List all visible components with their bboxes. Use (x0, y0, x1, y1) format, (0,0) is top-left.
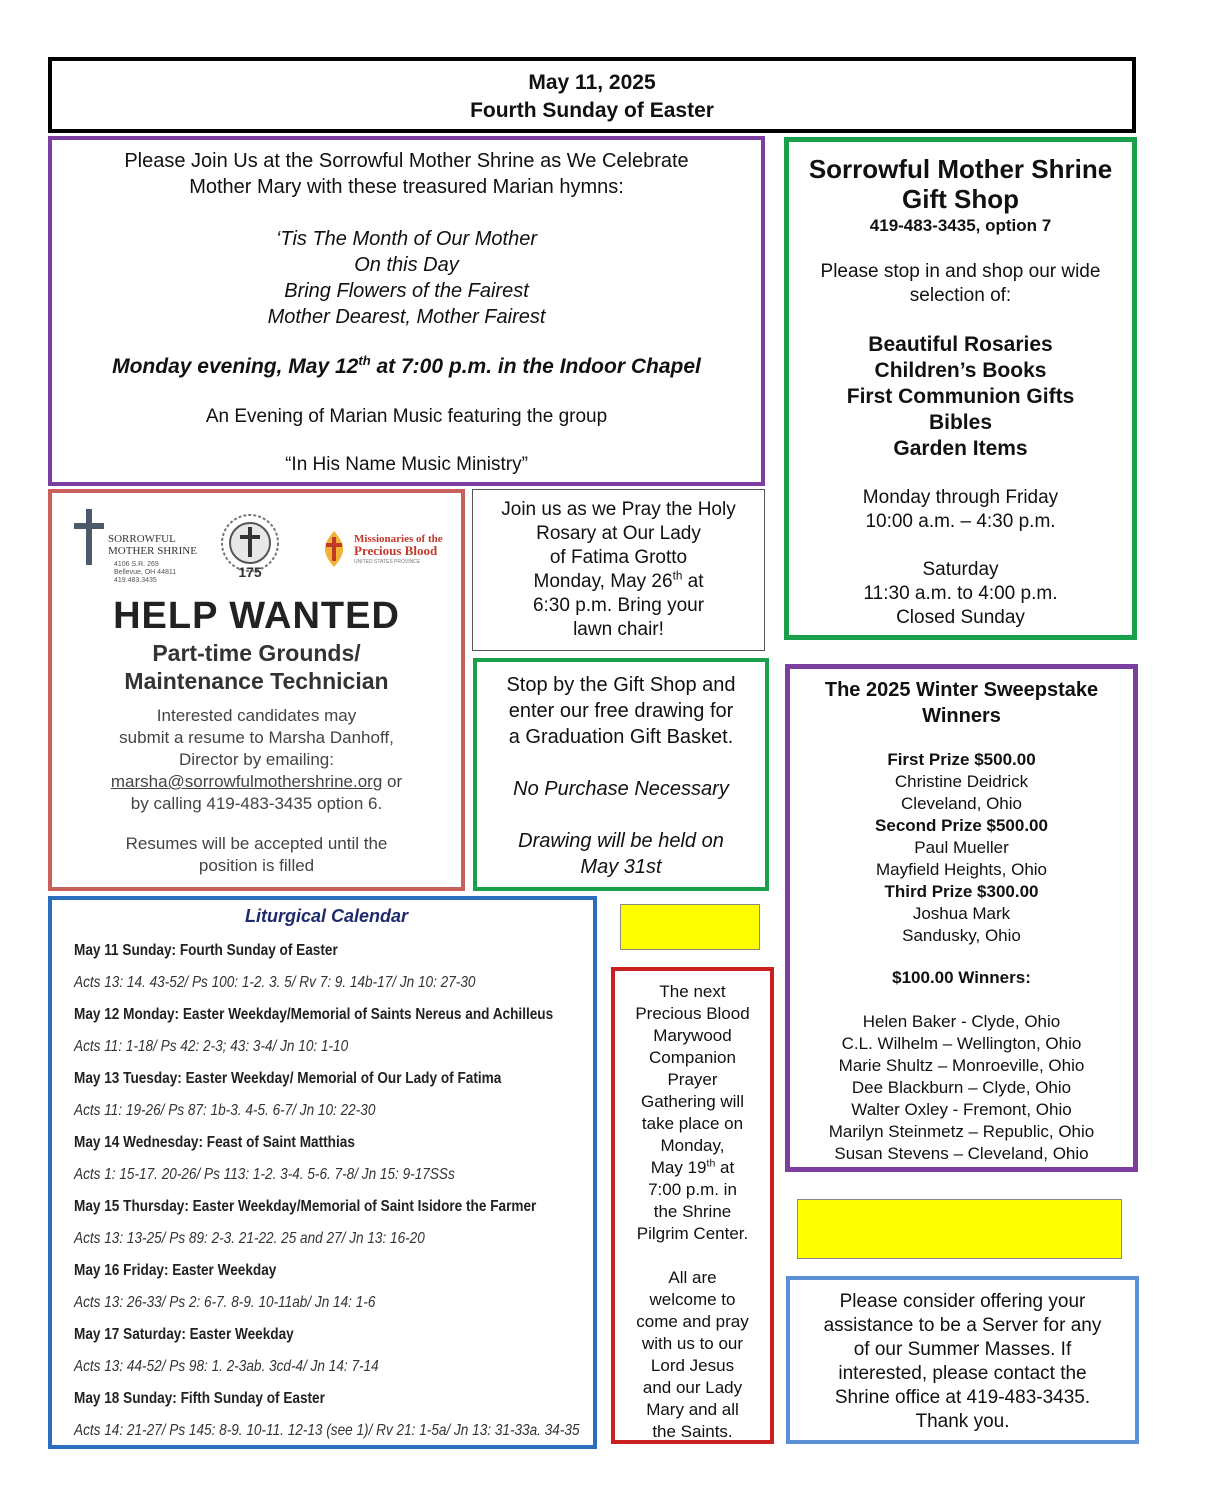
gift-shop-item: Beautiful Rosaries (868, 333, 1053, 356)
cross-icon (74, 509, 104, 565)
server-line: Shrine office at 419-483-3435. (834, 1387, 1091, 1408)
precious-blood-logo-text: Missionaries of the Precious Blood (354, 533, 443, 558)
bulletin-date: May 11, 2025 (528, 71, 656, 94)
gift-shop-weekday-hours: 10:00 a.m. – 4:30 p.m. (865, 511, 1056, 532)
help-wanted-deadline: Resumes will be accepted until the position is filled (125, 834, 388, 875)
prize-label: Second Prize $500.00 (875, 816, 1048, 835)
gift-shop-item: Children’s Books (874, 359, 1047, 382)
marywood-line: welcome to (649, 1290, 736, 1309)
sweepstake-winners-box (785, 664, 1138, 1172)
calendar-title: Liturgical Calendar (244, 906, 409, 926)
marywood-line: Pilgrim Center. (636, 1224, 749, 1243)
prize-label: First Prize $500.00 (887, 750, 1036, 769)
calendar-day: May 17 Saturday: Easter Weekday (74, 1326, 294, 1343)
marywood-line: All are (668, 1268, 717, 1287)
marywood-line: the Shrine (653, 1202, 732, 1221)
marywood-line: 7:00 p.m. in (648, 1180, 737, 1199)
sweepstake-title-1: The 2025 Winter Sweepstake (824, 679, 1099, 701)
hundred-winner: Marilyn Steinmetz – Republic, Ohio (828, 1122, 1095, 1141)
gift-shop-title-1: Sorrowful Mother Shrine (808, 154, 1113, 184)
gift-shop-title-2: Gift Shop (902, 184, 1019, 214)
marywood-line: the Saints. (652, 1422, 733, 1441)
gift-shop-weekday-label: Monday through Friday (862, 487, 1059, 508)
help-wanted-instructions: Interested candidates may submit a resume to Marsha Danhoff, Director by emailing: marsha@sorrowfulmothershrine.org or by calling 419-483-3435 option 6. (110, 706, 403, 813)
hundred-winner: Dee Blackburn – Clyde, Ohio (851, 1078, 1072, 1097)
rosary-announcement (472, 489, 765, 651)
drawing-line: Stop by the Gift Shop and (506, 674, 736, 696)
drawing-date: May 31st (580, 856, 662, 878)
hymns-intro-line-2: Mother Mary with these treasured Marian hymns: (189, 176, 624, 198)
help-wanted-title: HELP WANTED (113, 595, 400, 637)
prize-winner-name: Paul Mueller (914, 838, 1009, 857)
gift-shop-box (784, 137, 1137, 640)
bulletin-header (48, 57, 1136, 133)
liturgical-calendar (48, 896, 597, 1449)
marywood-line: and our Lady (642, 1378, 743, 1397)
help-wanted-flyer (48, 489, 465, 891)
hundred-winner: Walter Oxley - Fremont, Ohio (851, 1100, 1072, 1119)
calendar-readings: Acts 13: 26-33/ Ps 2: 6-7. 8-9. 10-11ab/ Jn 14: 1-6 (74, 1294, 376, 1311)
gift-shop-item: Bibles (928, 411, 993, 434)
graduation-drawing-box (473, 658, 769, 891)
prize-winner-city: Sandusky, Ohio (902, 926, 1021, 945)
hundred-winner: Susan Stevens – Cleveland, Ohio (834, 1144, 1089, 1163)
calendar-readings: Acts 13: 44-52/ Ps 98: 1. 2-3ab. 3cd-4/ Jn 14: 7-14 (74, 1358, 379, 1375)
server-line: interested, please contact the (838, 1363, 1087, 1384)
gift-shop-saturday-hours: 11:30 a.m. to 4:00 p.m. (863, 583, 1058, 604)
gift-shop-item: First Communion Gifts (846, 385, 1075, 408)
calendar-readings: Acts 14: 21-27/ Ps 145: 8-9. 10-11. 12-13 (see 1)/ Rv 21: 1-5a/ Jn 13: 31-33a. 34-35 (74, 1422, 580, 1439)
precious-blood-logo-icon (318, 529, 350, 569)
rosary-line: 6:30 p.m. Bring your (532, 595, 705, 616)
hymn-title: ‘Tis The Month of Our Mother (275, 228, 538, 250)
hundred-winner: C.L. Wilhelm – Wellington, Ohio (841, 1034, 1082, 1053)
rosary-line: Rosary at Our Lady (536, 523, 701, 544)
bulletin-occasion: Fourth Sunday of Easter (470, 99, 714, 122)
server-line: assistance to be a Server for any (823, 1315, 1102, 1336)
drawing-no-purchase: No Purchase Necessary (513, 778, 729, 800)
contact-email-link[interactable]: marsha@sorrowfulmothershrine.org (110, 772, 383, 791)
hundred-winner: Helen Baker - Clyde, Ohio (862, 1012, 1061, 1031)
hymns-featuring: An Evening of Marian Music featuring the group (205, 406, 608, 427)
rosary-line: Join us as we Pray the Holy (501, 499, 736, 520)
drawing-date-line: Drawing will be held on (518, 830, 724, 852)
rosary-date: Monday, May 26th at (533, 569, 704, 592)
marian-hymns-announcement (48, 136, 765, 486)
hymns-intro-line-1: Please Join Us at the Sorrowful Mother Shrine as We Celebrate (124, 150, 689, 172)
gift-shop-item: Garden Items (893, 437, 1028, 460)
prize-winner-name: Joshua Mark (912, 904, 1011, 923)
marywood-line: Marywood (653, 1026, 732, 1045)
marywood-line: with us to our (641, 1334, 744, 1353)
server-request-box (786, 1276, 1139, 1444)
calendar-readings: Acts 11: 19-26/ Ps 87: 1b-3. 4-5. 6-7/ Jn 10: 22-30 (74, 1102, 376, 1119)
shrine-logo-address: 4106 S.R. 269 Bellevue, OH 44811 419.483.3435 (114, 561, 177, 584)
prize-winner-city: Cleveland, Ohio (901, 794, 1022, 813)
help-wanted-position: Part-time Grounds/ Maintenance Technician (124, 640, 389, 694)
hymn-title: Mother Dearest, Mother Fairest (267, 306, 546, 328)
calendar-day: May 12 Monday: Easter Weekday/Memorial of Saints Nereus and Achilleus (74, 1006, 554, 1023)
seal-anniversary-number: 175 (238, 564, 262, 579)
marywood-line: Companion (649, 1048, 736, 1067)
yellow-highlight-block (797, 1199, 1122, 1259)
server-line: of our Summer Masses. If (853, 1339, 1072, 1360)
prize-winner-city: Mayfield Heights, Ohio (875, 860, 1048, 879)
hundred-winner: Marie Shultz – Monroeville, Ohio (838, 1056, 1085, 1075)
hundred-winners-label: $100.00 Winners: (892, 968, 1031, 987)
prize-winner-name: Christine Deidrick (894, 772, 1029, 791)
drawing-line: a Graduation Gift Basket. (508, 726, 734, 748)
server-line: Please consider offering your (839, 1291, 1086, 1312)
calendar-readings: Acts 1: 15-17. 20-26/ Ps 113: 1-2. 3-4. 5-6. 7-8/ Jn 15: 9-17SSs (74, 1166, 455, 1183)
rosary-line: lawn chair! (573, 619, 664, 640)
hymns-event-time: Monday evening, May 12th at 7:00 p.m. in the Indoor Chapel (112, 353, 701, 378)
marywood-line: Prayer (667, 1070, 718, 1089)
marywood-line: Gathering will (641, 1092, 744, 1111)
hymn-title: Bring Flowers of the Fairest (284, 280, 529, 302)
gift-shop-saturday-label: Saturday (922, 559, 999, 580)
marywood-line: Mary and all (646, 1400, 739, 1419)
marywood-line: Lord Jesus (650, 1356, 735, 1375)
calendar-readings: Acts 13: 14. 43-52/ Ps 100: 1-2. 3. 5/ Rv 7: 9. 14b-17/ Jn 10: 27-30 (74, 974, 476, 991)
gift-shop-intro: Please stop in and shop our wide selection of: (820, 261, 1101, 306)
calendar-day: May 15 Thursday: Easter Weekday/Memorial of Saint Isidore the Farmer (74, 1198, 537, 1215)
gift-shop-sunday: Closed Sunday (896, 607, 1025, 628)
hymns-group-name: “In His Name Music Ministry” (285, 454, 528, 475)
server-line: Thank you. (915, 1411, 1010, 1432)
marywood-line: Monday, (660, 1136, 725, 1155)
calendar-readings: Acts 13: 13-25/ Ps 89: 2-3. 21-22. 25 and 27/ Jn 13: 16-20 (74, 1230, 425, 1247)
shrine-logo-text: SORROWFUL MOTHER SHRINE (108, 533, 197, 557)
hymn-title: On this Day (354, 254, 459, 276)
marywood-line: Precious Blood (635, 1004, 750, 1023)
drawing-line: enter our free drawing for (508, 700, 734, 722)
marywood-prayer-announcement (611, 967, 774, 1444)
calendar-day: May 13 Tuesday: Easter Weekday/ Memorial of Our Lady of Fatima (74, 1070, 502, 1087)
rosary-line: of Fatima Grotto (549, 547, 688, 568)
marywood-line: The next (659, 982, 726, 1001)
yellow-highlight-block (620, 904, 760, 950)
prize-label: Third Prize $300.00 (884, 882, 1039, 901)
calendar-day: May 11 Sunday: Fourth Sunday of Easter (74, 942, 338, 959)
marywood-line: take place on (641, 1114, 744, 1133)
anniversary-seal-icon (218, 513, 282, 579)
calendar-day: May 18 Sunday: Fifth Sunday of Easter (74, 1390, 325, 1407)
sweepstake-title-2: Winners (922, 705, 1001, 727)
gift-shop-phone: 419-483-3435, option 7 (869, 216, 1052, 235)
calendar-readings: Acts 11: 1-18/ Ps 42: 2-3; 43: 3-4/ Jn 10: 1-10 (74, 1038, 349, 1055)
calendar-day: May 14 Wednesday: Feast of Saint Matthias (74, 1134, 355, 1151)
precious-blood-province: UNITED STATES PROVINCE (354, 559, 421, 565)
sponsor-logos (70, 507, 450, 597)
marywood-line: come and pray (636, 1312, 749, 1331)
marywood-date: May 19th at (650, 1157, 735, 1177)
calendar-day: May 16 Friday: Easter Weekday (74, 1262, 277, 1279)
